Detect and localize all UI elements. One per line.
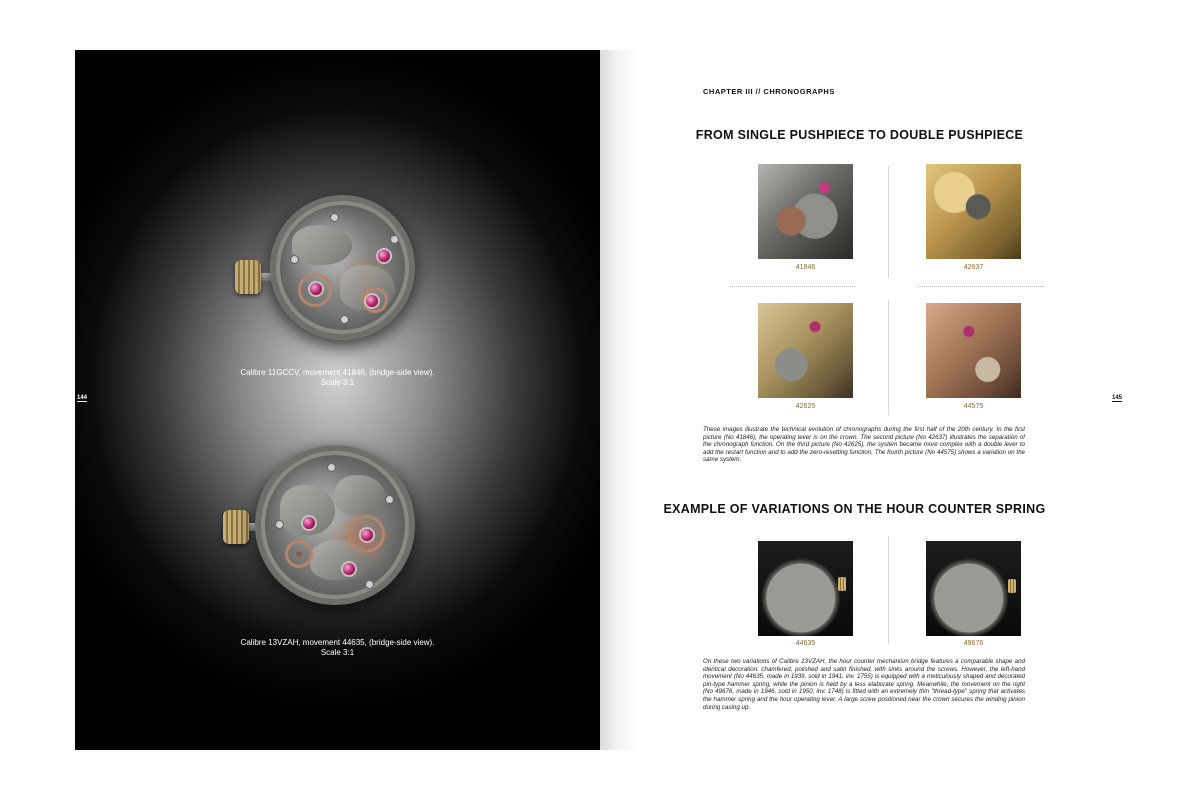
caption-bottom xyxy=(75,638,600,658)
section2-heading: EXAMPLE OF VARIATIONS ON THE HOUR COUNTER SPRING xyxy=(663,502,1046,516)
divider xyxy=(888,300,889,415)
movement-thumb-42625 xyxy=(758,303,853,398)
section1-heading: FROM SINGLE PUSHPIECE TO DOUBLE PUSHPIECE xyxy=(695,128,1024,142)
thumb-label: 49676 xyxy=(963,640,984,647)
page-number-left: 144 xyxy=(77,395,88,401)
thumb-label: 41846 xyxy=(795,264,816,271)
divider xyxy=(888,166,889,278)
caption-top-line1: Calibre 11GCCV, movement 41846, (bridge-side view). xyxy=(240,368,435,377)
caption-bottom-line2: Scale 3:1 xyxy=(320,648,355,657)
right-page xyxy=(600,50,1125,750)
book-spread xyxy=(75,50,1125,750)
movement-photo-41846 xyxy=(270,195,415,340)
section2-paragraph: On these two variations of Calibre 13VZAH, the hour counter mechanism bridge features a comparable shape and identical decoration: chamfered, polished and satin finished, with sinks around the screws. However, the left-hand movement (No 44635, made in 1939, sold in 1941, inv. 1755) is equipped with a meticulously shaped and decorated pin-type hammer spring, while the pinion is held by a less elaborate spring. Meanwhile, the movement on the right (No 49676, made in 1946, sold in 1950, inv. 1748) is fitted with an extremely thin "thread-type" spring that activates the hammer spring and the hour operating lever. A large screw positioned near the crown secures the winding pinion during casing up. xyxy=(703,658,1025,711)
divider xyxy=(888,536,889,644)
movement-thumb-41846 xyxy=(758,164,853,259)
divider xyxy=(730,286,855,287)
page-number-right: 145 xyxy=(1112,395,1123,401)
section1-paragraph: These images illustrate the technical evolution of chronographs during the first half of the 20th century. In the first picture (No 41846), the operating lever is on the crown. The second picture (No 42637) illustrates the separation of the chronograph function. On the third picture (No 42625), the system became more complex with a double lever to add the restart function and to add the zero-resetting function. The fourth picture (No 44575) shows a variation on the same system. xyxy=(703,426,1025,464)
movement-thumb-49676 xyxy=(926,541,1021,636)
thumb-label: 42625 xyxy=(795,403,816,410)
thumb-label: 44635 xyxy=(795,640,816,647)
watch-crown xyxy=(223,510,249,544)
thumb-label: 44575 xyxy=(963,403,984,410)
movement-thumb-44635 xyxy=(758,541,853,636)
thumb-label: 42637 xyxy=(963,264,984,271)
movement-thumb-42637 xyxy=(926,164,1021,259)
watch-crown xyxy=(235,260,261,294)
caption-top-line2: Scale 3:1 xyxy=(320,378,355,387)
movement-photo-44635 xyxy=(255,445,415,605)
left-page xyxy=(75,50,600,750)
divider xyxy=(918,286,1043,287)
movement-thumb-44575 xyxy=(926,303,1021,398)
chapter-title: CHAPTER III // CHRONOGRAPHS xyxy=(703,87,835,96)
caption-bottom-line1: Calibre 13VZAH, movement 44635, (bridge-side view). xyxy=(240,638,435,647)
caption-top xyxy=(75,368,600,388)
